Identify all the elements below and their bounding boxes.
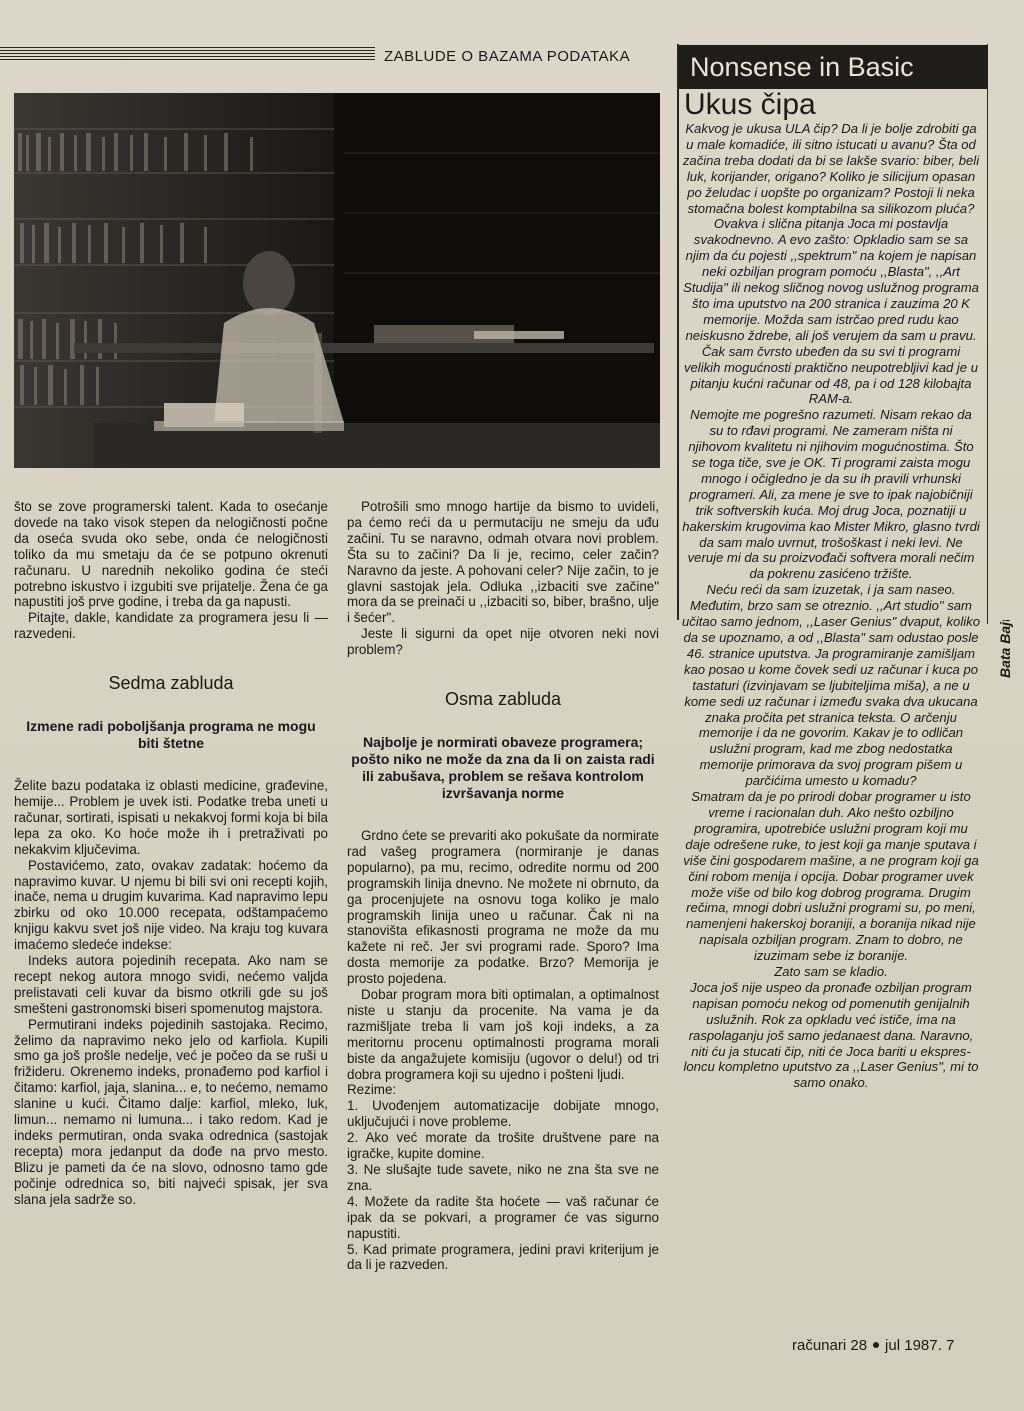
section-title: ZABLUDE O BAZAMA PODATAKA [384, 48, 631, 65]
paragraph: što se zove programerski talent. Kada to osećanje dovede na tako visok stepen da nelogičnosti počne da oseća svuda oko sebe, onda će nelogičnosti toliko da mu smetaju da će se potpuno okrenuti računaru. U narednih nekoliko godina će steći potrebno iskustvo i izgubiti sve prijatelje. Žena će ga napustiti još prve godine, i treba da ga napusti. [14, 499, 328, 610]
page-number: 7 [945, 1337, 955, 1354]
paragraph: Grdno ćete se prevariti ako pokušate da normirate rad vašeg programera (normiranje je danas popularno), pa mu, recimo, odredite normu od 200 programskih linija dnevno. Ne možete ni obrnuto, da ga procenjujete na osnovu toga koliko je malo programskih linija uneo u računar. Čak ni na stanovišta efikasnosti programa ne može da mu kažete ni reč. Jer svi programi rade. Sporo? Ima dosta memorije za podatke. Brzo? Memorija je prosto pojedena. [347, 827, 659, 987]
paragraph: Postavićemo, zato, ovakav zadatak: hoćemo da napravimo kuvar. U njemu bi bili svi oni recepti kojih, inače, nema u drugim kuvarima. Kad napravimo lepu zbirku od oko 10.000 recepata, odštampaćemo knjigu kakvu svet još nije video. Na kraju tog kuvara imaćemo sledeće indekse: [14, 857, 328, 953]
left-column [14, 499, 328, 1208]
library-photo [14, 93, 660, 468]
byline-text: Bata Bajt [997, 620, 1013, 678]
sidebar-column [682, 121, 980, 1091]
paragraph: Permutirani indeks pojedinih sastojaka. Recimo, želimo da napravimo neko jelo od karfiola. Kupili smo ga još prošle nedelje, već je počeo da se ruši u frižideru. Okrenemo indeks, pronađemo pod karfiol i čitamo: karfiol, jaja, slanina... e, to nećemo, nemamo slanine u kući. Čitamo dalje: karfiol, mleko, luk, limun... nemamo ni lumuna... i tako redom. Kad je indeks permutiran, onda svaka odrednica (sastojak recepta) mora jedanput da dođe na prvo mesto. Blizu je pameti da će na slovo, odnosno tamo gde počinje odrednica so, biti najveći spisak, jer sva slana jela sadrže so. [14, 1016, 328, 1207]
paragraph: Zato sam se kladio. [774, 964, 888, 980]
subheading: Izmene radi poboljšanja programa ne mogu biti štetne [26, 718, 316, 752]
page-footer [792, 1337, 954, 1354]
rezime-item: 2. Ako već morate da trošite društvene pare na igračke, kupite domine. [347, 1130, 659, 1162]
heading-osma-zabluda: Osma zabluda [444, 689, 562, 710]
rezime-item: 1. Uvođenjem automatizacije dobijate mnogo, uključujući i nove probleme. [347, 1098, 659, 1130]
rezime-item: 3. Ne slušajte tude savete, niko ne zna šta sve ne zna. [347, 1162, 659, 1193]
paragraph: Dobar program mora biti optimalan, a optimalnost niste u stanju da procenite. Na vama je da razmišljate treba li vam još koji indeks, a za meritornu procenu optimalnosti programa morali biste da angažujete komisiju (ugovor o delu!) od tri dobra programera koji su ujedno i pošteni ljudi. [347, 987, 659, 1082]
bullet [873, 1342, 879, 1348]
paragraph: Potrošili smo mnogo hartije da bismo to uvideli, pa ćemo reći da u permutaciju ne smeju da uđu začini. Tu se naravno, odmah otvara novi problem. Šta su to začini? Da li je, recimo, celer začin? Naravno da jeste. A pohovani celer? Nije začin, to je glavni sastojak jela. Odluka ,,izbaciti sve začine" mora da se preinači u ,,izbaciti so, biber, brašno, ulje i šećer". [347, 499, 659, 626]
byline [990, 620, 1018, 680]
heading-sedma-zabluda: Sedma zabluda [108, 673, 234, 694]
paragraph: Kakvog je ukusa ULA čip? Da li je bolje zdrobiti ga u male komadiće, ili sitno istucati u avanu? Šta od začina treba dodati da bi se lakše svario: biber, beli luk, korijander, origano? Koliko je silicijum opasan po želudac i uopšte po organizam? Postoji li neka stomačna bolest komptabilna sa silikozom pluća? [682, 121, 980, 216]
sidebar-banner: Nonsense in Basic [679, 45, 988, 89]
subheading: Najbolje je normirati obaveze programera; pošto niko ne može da zna da li on zaista radi ili zabušava, problem se rešava kontrolom izvršavanja norme [351, 733, 655, 801]
rezime-item: 5. Kad primate programera, jedini pravi kriterijum je da li je razveden. [347, 1241, 659, 1273]
rezime-label: Rezime: [347, 1082, 397, 1098]
paragraph: Joca još nije uspeo da pronađe ozbiljan program napisan pomoću nekog od pomenutih genijalnih uslužnih. Rok za opkladu već ističe, ima na raspolaganju još samo jedanaest dana. Naravno, niti ću ja stucati čip, niti će Joca bariti u ekspres-loncu kompletno uputstvo za ,,Laser Genius", mi to samo onako. [683, 979, 979, 1091]
paragraph: Indeks autora pojedinih recepata. Ako nam se recept nekog autora mnogo svidi, nećemo valjda prelistavati celi kuvar da bismo otkrili gde su još smešteni gastronomski biseri spomenutog majstora. [14, 953, 328, 1016]
paragraph: Ovakva i slična pitanja Joca mi postavlja svakodnevno. A evo zašto: Opkladio sam se sa njim da ću pojesti ,,spektrum" na kojem je napisan neki ozbiljan program pomoću ,,Blasta", ,,Art Studija" ili nekog sličnog novog uslužnog programa što ima uputstvo na 200 stranica i zauzima 20 K memorije. Možda sam istrčao pred rudu kao neiskusno ždrebe, ali još verujem da sam u pravu. Čak sam čvrsto ubeđen da su svi ti programi velikih mogućnosti praktično neupotrebljivi kad je u pitanju kućni računar od 48, pa i od 128 kilobajta RAM-a. [683, 216, 979, 407]
paragraph: Smatram da je po prirodi dobar programer u isto vreme i racionalan duh. Ako nešto ozbiljno programira, upotrebiće uslužni program koji mu daje odrešene ruke, to jest koji ga manje sputava i više čini gospodarem mašine, a ne program koji ga čini robom menija i opcija. Dobar programer uvek može više od bilo kog dobrog programa. Drugim rečima, mnogi dobri uslužni programi su, po meni, namenjeni hakerskoj boraniji, a boranija nikad nije napisala ozbiljan program. Znam to dobro, ne izuzimam sebe iz boranije. [683, 789, 979, 964]
issue-date: jul 1987. [885, 1337, 942, 1354]
paragraph: Jeste li sigurni da opet nije otvoren neki novi problem? [347, 626, 659, 658]
rezime-item: 4. Možete da radite šta hoćete — vaš računar će ipak da se pokvari, a programer će vas sigurno napustiti. [347, 1193, 659, 1241]
middle-column [347, 499, 659, 1273]
paragraph: Neću reći da sam izuzetak, i ja sam naseo. Međutim, brzo sam se otreznio. ,,Art studio" sam učitao samo jednom, ,,Laser Genius" dvaput, koliko da se upoznamo, a od ,,Blasta" sam odustao posle 46. stranice uputstva. Ja programiranje zamišljam kao posao u kome čovek sedi uz računar i kuca po tastaturi (izvinjavam se ljubiteljima miša), a ne u kome sedi uz računar i između svaka dva ukucana znaka pročita pet stranica teksta. O arčenju memorije i da ne govorim. Kakav je to odličan uslužni program, kad me zbog nedostatka memorije primorava da svoj program pišem u parčićima umesto u komadu? [682, 582, 980, 789]
sidebar-title: Ukus čipa [684, 88, 816, 121]
paragraph: Pitajte, dakle, kandidate za programera jesu li — razvedeni. [14, 610, 328, 642]
paragraph: Želite bazu podataka iz oblasti medicine, građevine, hemije... Problem je uvek isti. Podatke treba uneti u računar, sortirati, ispisati u nekakvoj formi koja bi bila lepa za oko. Ko hoće može ih i pretraživati po nekakvim ključevima. [14, 778, 328, 857]
sidebar-rule-right [987, 44, 988, 624]
sidebar-rule-left [677, 44, 679, 620]
magazine-issue: računari 28 [792, 1337, 868, 1354]
paragraph: Nemojte me pogrešno razumeti. Nisam rekao da su to rđavi programi. Ne zameram ništa ni njihovom kvalitetu ni njihovim mogućnostima. Što se toga tiče, sve je OK. Ti programi zaista mogu mnogo i očigledno je da su ih pravili vrhunski programeri. Ali, za mene je sve to ipak najobičniji trik softverskih kuća. Moj drug Joca, poznatiji u hakerskim krugovima kao Mister Mikro, glasno tvrdi da sam malo uvrnut, trošoškast i neki levi. Ne veruje mi da su proizvođači softvera morali nečim da pokrenu zasićeno tržište. [682, 407, 980, 582]
header-rules [0, 47, 375, 61]
